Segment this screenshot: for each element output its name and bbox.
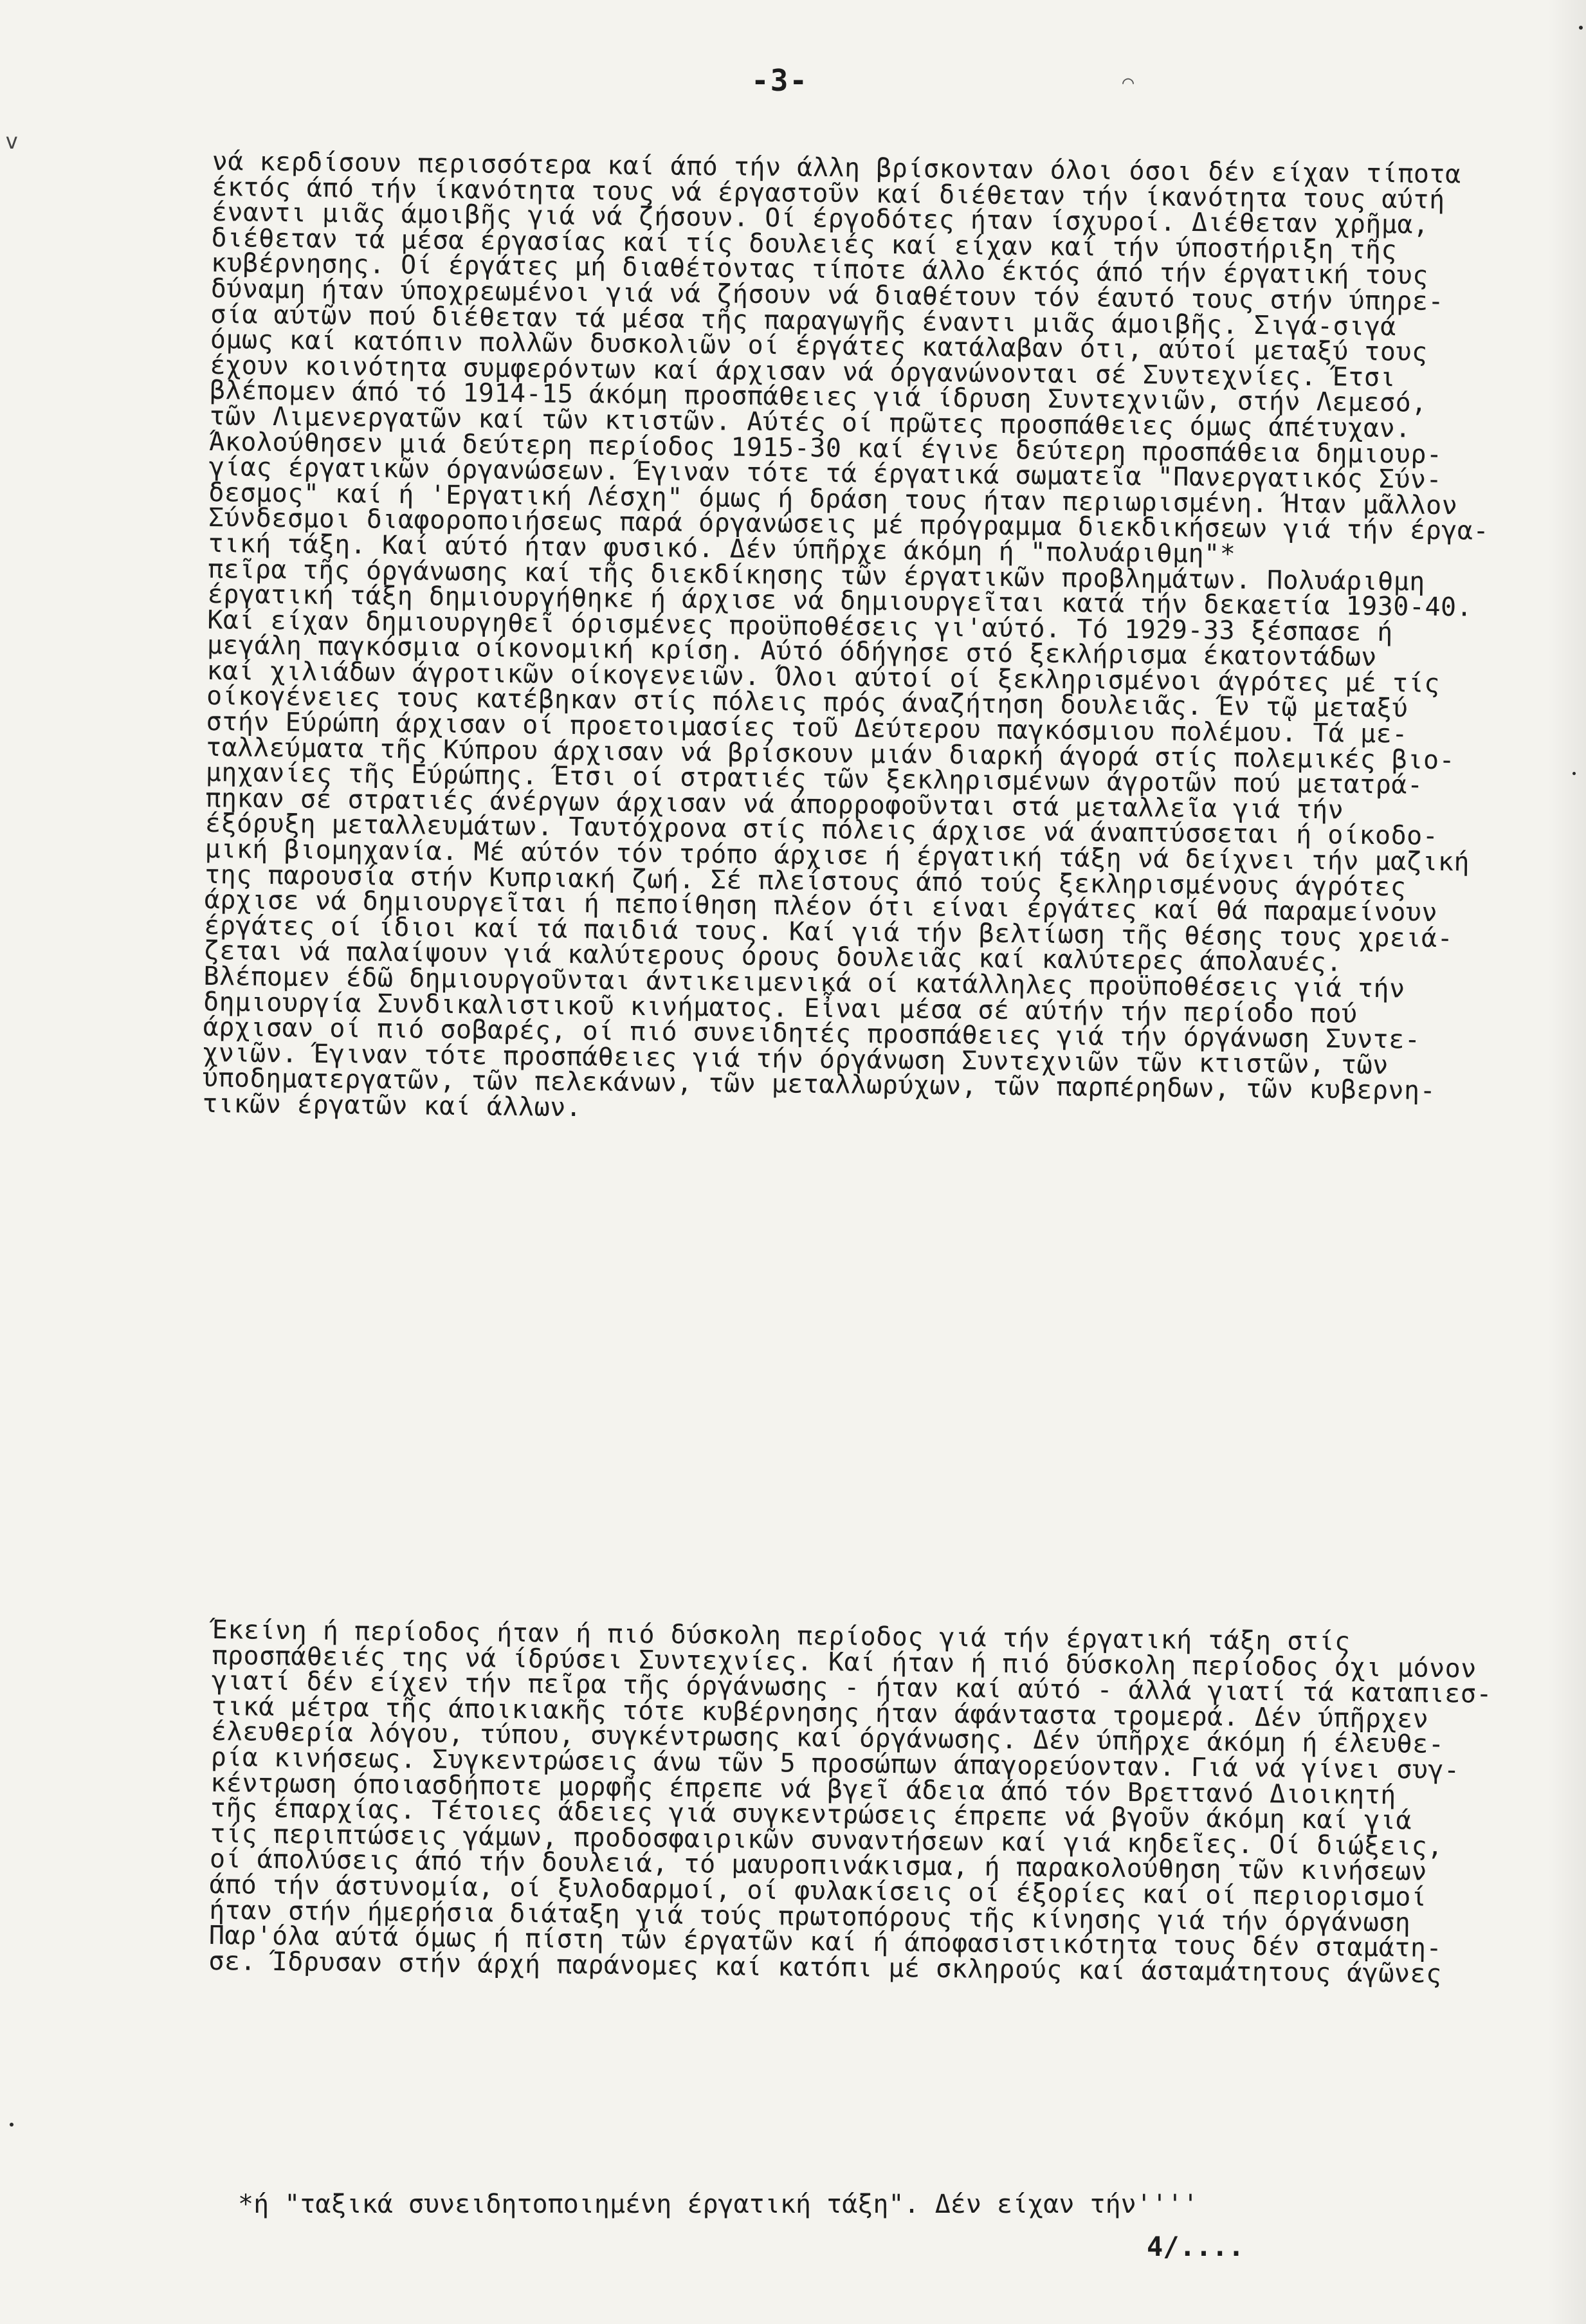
- tick-mark: ⌒: [1122, 71, 1135, 93]
- scan-edge-shadow: [1547, 0, 1586, 2324]
- footnote: *ή "ταξικά συνειδητοποιημένη έργατική τάξη". Δέν είχαν τήν'''': [238, 2190, 1199, 2219]
- paragraph-1: νά κερδίσουν περισσότερα καί άπό τήν άλλη βρίσκονταν όλοι όσοι δέν είχαν τίποτα έκτός άπό τήν ίκανότητα τους νά έργαστοῦν καί διέθεταν τήν ίκανότητα τους αύτή έναντι μιᾶς άμοιβῆς γιά νά ζήσουν. Οί έργοδότες ήταν ίσχυροί. Διέθεταν χρῆμα, διέθεταν τά μέσα έργασίας καί τίς δουλειές καί είχαν καί τήν ύποστήριξη τῆς κυβέρνησης. Οί έργάτες μή διαθέτοντας τίποτε άλλο έκτός άπό τήν έργατική τους δύναμη ήταν ύποχρεωμένοι γιά νά ζήσουν νά διαθέτουν τόν έαυτό τους στήν ύπηρε- σία αύτῶν πού διέθεταν τά μέσα τῆς παραγωγῆς έναντι μιᾶς άμοιβῆς. Σιγά-σιγά όμως καί κατόπιν πολλῶν δυσκολιῶν οί έργάτες κατάλαβαν ότι, αύτοί μεταξύ τους έχουν κοινότητα συμφερόντων καί άρχισαν νά όργανώνονται σέ Συντεχνίες. Έτσι βλέπομεν άπό τό 1914-15 άκόμη προσπάθειες γιά ίδρυση Συντεχνιῶν, στήν Λεμεσό, τῶν Λιμενεργατῶν καί τῶν κτιστῶν. Αύτές οί πρῶτες προσπάθειες όμως άπέτυχαν. Άκολούθησεν μιά δεύτερη περίοδος 1915-30 καί έγινε δεύτερη προσπάθεια δημιουρ- γίας έργατικῶν όργανώσεων. Έγιναν τότε τά έργατικά σωματεῖα "Πανεργατικός Σύν- δεσμος" καί ή 'Εργατική Λέσχη" όμως ή δράση τους ήταν περιωρισμένη. Ήταν μᾶλλον Σύνδεσμοι διαφοροποιήσεως παρά όργανώσεις μέ πρόγραμμα διεκδικήσεων γιά τήν έργα- τική τάξη. Καί αύτό ήταν φυσικό. Δέν ύπῆρχε άκόμη ή "πολυάριθμη"* πεῖρα τῆς όργάνωσης καί τῆς διεκδίκησης τῶν έργατικῶν προβλημάτων. Πολυάριθμη έργατική τάξη δημιουργήθηκε ή άρχισε νά δημιουργεῖται κατά τήν δεκαετία 1930-40. Καί είχαν δημιουργηθεῖ όρισμένες προϋποθέσεις γι'αύτό. Τό 1929-33 ξέσπασε ή μεγάλη παγκόσμια οίκονομική κρίση. Αύτό όδήγησε στό ξεκλήρισμα έκατοντάδων καί χιλιάδων άγροτικῶν οίκογενειῶν. Όλοι αύτοί οί ξεκληρισμένοι άγρότες μέ τίς οίκογένειες τους κατέβηκαν στίς πόλεις πρός άναζήτηση δουλειᾶς. Έν τῷ μεταξύ στήν Εύρώπη άρχισαν οί προετοιμασίες τοῦ Δεύτερου παγκόσμιου πολέμου. Τά με- ταλλεύματα τῆς Κύπρου άρχισαν νά βρίσκουν μιάν διαρκή άγορά στίς πολεμικές βιο- μηχανίες τῆς Εύρώπης. Έτσι οί στρατιές τῶν ξεκληρισμένων άγροτῶν πού μετατρά- πηκαν σέ στρατιές άνέργων άρχισαν νά άπορροφοῦνται στά μεταλλεῖα γιά τήν έξόρυξη μεταλλευμάτων. Ταυτόχρονα στίς πόλεις άρχισε νά άναπτύσσεται ή οίκοδο- μική βιομηχανία. Μέ αύτόν τόν τρόπο άρχισε ή έργατική τάξη νά δείχνει τήν μαζική της παρουσία στήν Κυπριακή ζωή. Σέ πλείστους άπό τούς ξεκληρισμένους άγρότες άρχισε νά δημιουργεῖται ή πεποίθηση πλέον ότι είναι έργάτες καί θά παραμείνουν έργάτες οί ίδιοι καί τά παιδιά τους. Καί γιά τήν βελτίωση τῆς θέσης τους χρειά- ζεται νά παλαίψουν γιά καλύτερους όρους δουλειᾶς καί καλύτερες άπολαυές. Βλέπομεν έδῶ δημιουργοῦνται άντικειμενικά οί κατάλληλες προϋποθέσεις γιά τήν δημιουργία Συνδικαλιστικοῦ κινήματος. Εἶναι μέσα σέ αύτήν τήν περίοδο πού άρχισαν οί πιό σοβαρές, οί πιό συνειδητές προσπάθειες γιά τήν όργάνωση Συντε- χνιῶν. Έγιναν τότε προσπάθειες γιά τήν όργάνωση Συντεχνιῶν τῶν κτιστῶν, τῶν ύποδηματεργατῶν, τῶν πελεκάνων, τῶν μεταλλωρύχων, τῶν παρπέρηδων, τῶν κυβερνη- τικῶν έργατῶν καί άλλων.: [202, 147, 1490, 1123]
- margin-mark: v: [5, 129, 19, 154]
- page-continuation: 4/....: [1147, 2231, 1244, 2262]
- scan-speck: [10, 2123, 14, 2127]
- page-number: -3-: [751, 63, 809, 98]
- paragraph-2: Έκείνη ή περίοδος ήταν ή πιό δύσκολη περίοδος γιά τήν έργατική τάξη στίς προσπάθειές της νά ίδρύσει Συντεχνίες. Καί ήταν ή πιό δύσκολη περίοδος όχι μόνον γιατί δέν είχεν τήν πεῖρα τῆς όργάνωσης - ήταν καί αύτό - άλλά γιατί τά καταπιεσ- τικά μέτρα τῆς άποικιακῆς τότε κυβέρνησης ήταν άφάνταστα τρομερά. Δέν ύπῆρχεν έλευθερία λόγου, τύπου, συγκέντρωσης καί όργάνωσης. Δέν ύπῆρχε άκόμη ή έλευθε- ρία κινήσεως. Συγκεντρώσεις άνω τῶν 5 προσώπων άπαγορεύονταν. Γιά νά γίνει συγ- κέντρωση όποιασδήποτε μορφῆς έπρεπε νά βγεῖ άδεια άπό τόν Βρεττανό Διοικητή τῆς έπαρχίας. Τέτοιες άδειες γιά συγκεντρώσεις έπρεπε νά βγοῦν άκόμη καί γιά τίς περιπτώσεις γάμων, προδοσφαιρικῶν συναντήσεων καί γιά κηδεῖες. Οί διώξεις, οί άπολύσεις άπό τήν δουλειά, τό μαυροπινάκισμα, ή παρακολούθηση τῶν κινήσεων άπό τήν άστυνομία, οί ξυλοδαρμοί, οί φυλακίσεις οί έξορίες καί οί περιορισμοί ήταν στήν ήμερήσια διάταξη γιά τούς πρωτοπόρους τῆς κίνησης γιά τήν όργάνωση Παρ'όλα αύτά όμως ή πίστη τῶν έργατῶν καί ή άποφασιστικότητα τους δέν σταμάτη- σε. Ίδρυσαν στήν άρχή παράνομες καί κατόπι μέ σκληρούς καί άσταμάτητους άγῶνες: [208, 1615, 1493, 1989]
